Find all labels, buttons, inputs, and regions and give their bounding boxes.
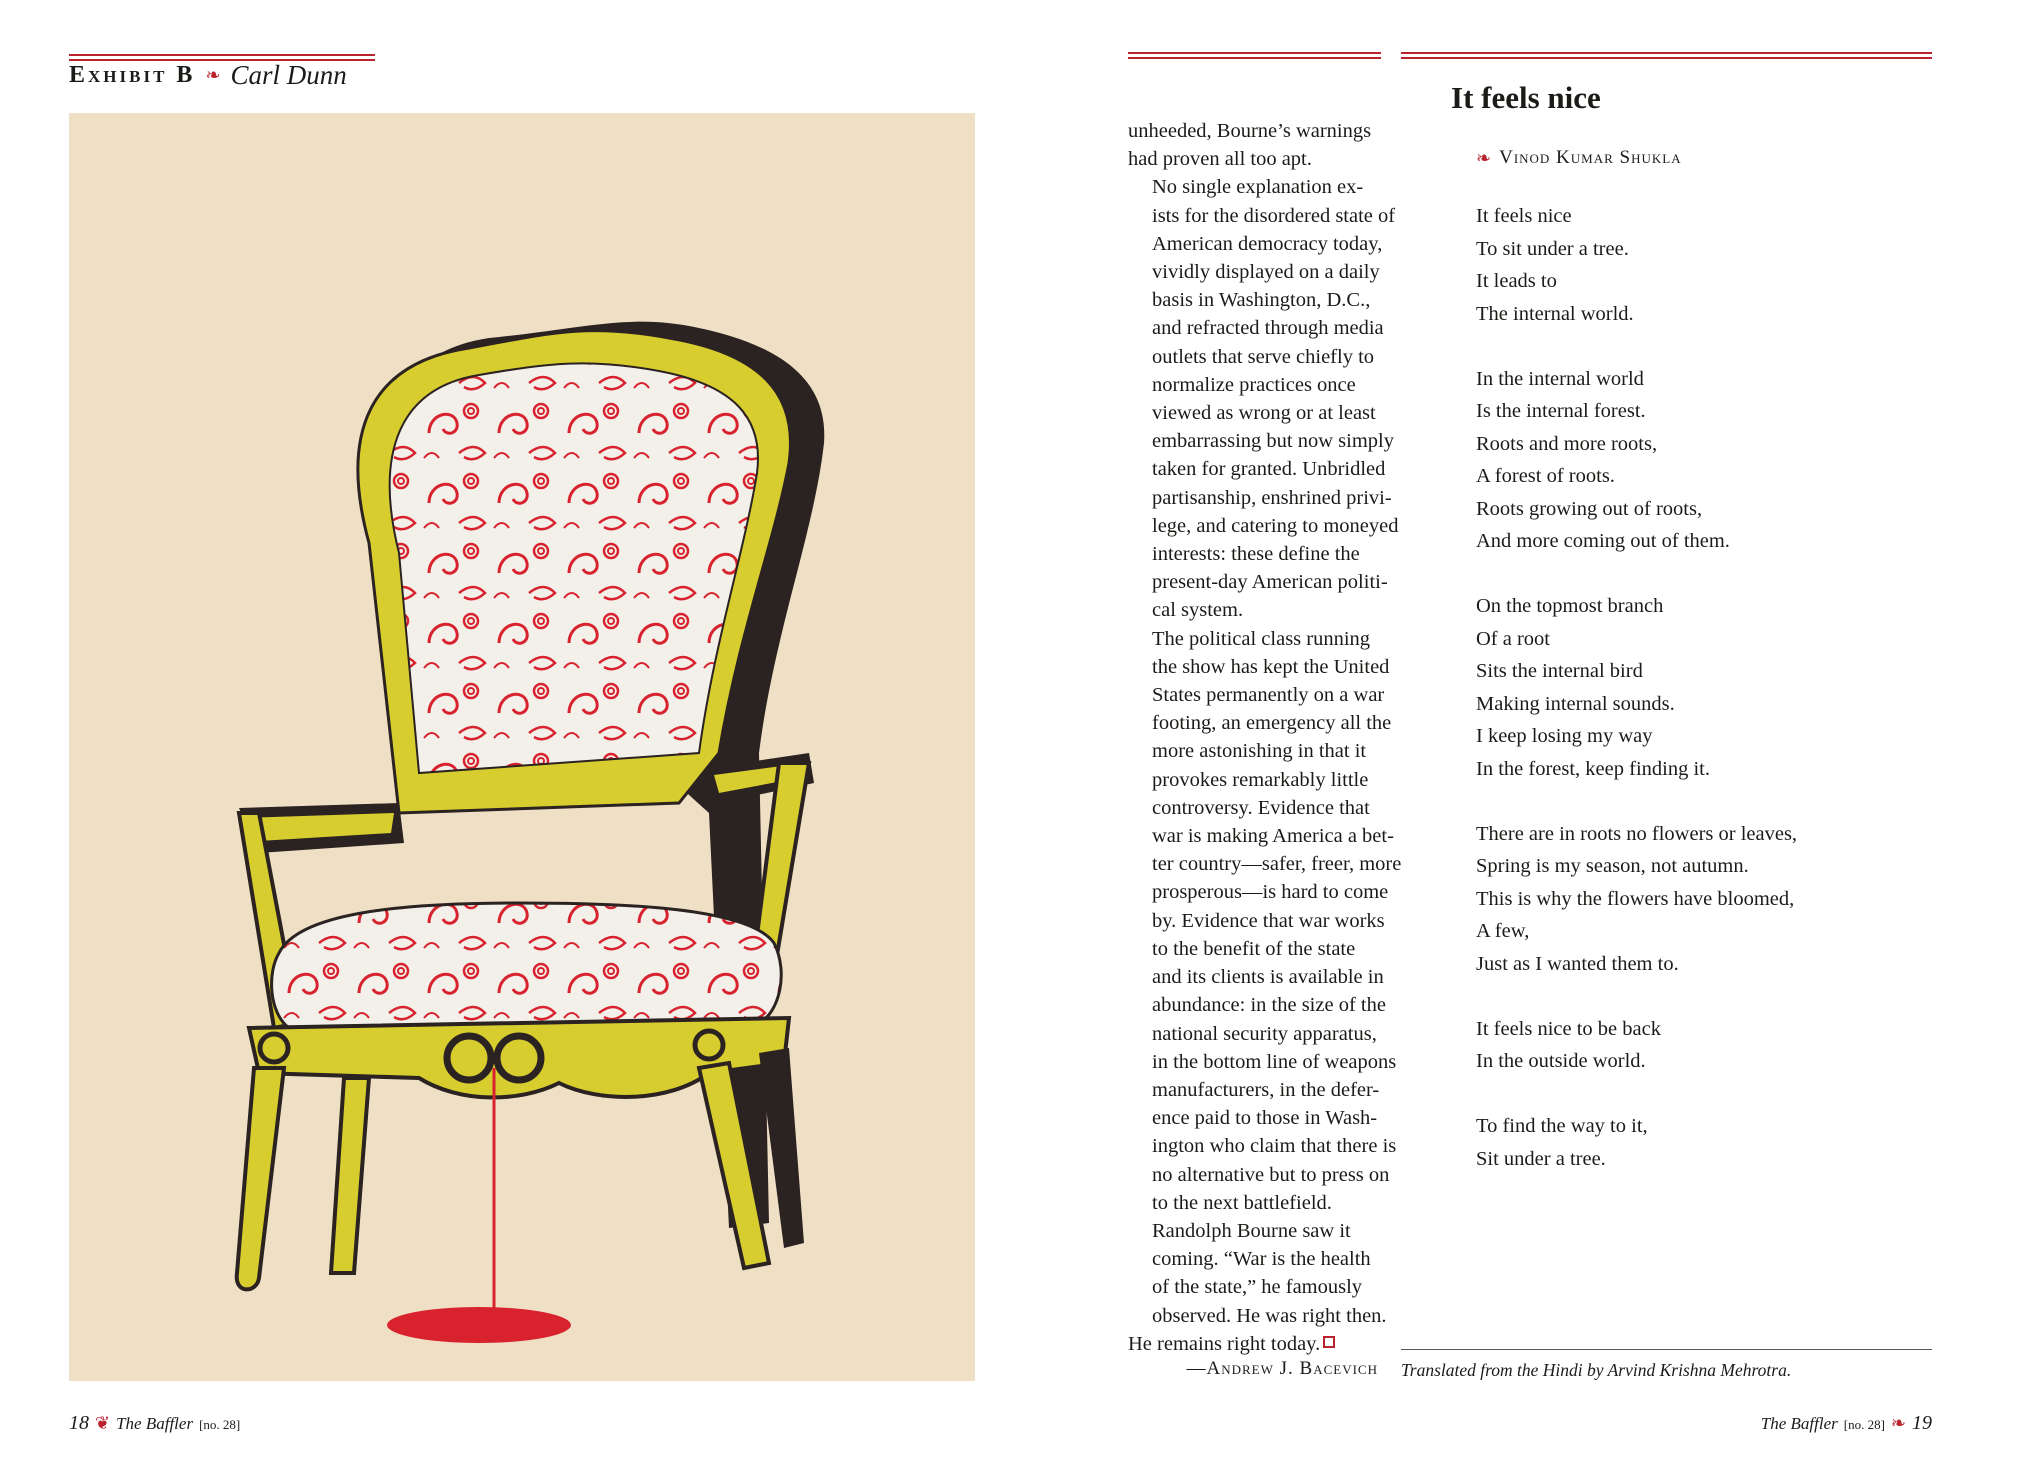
page-number: 19: [1912, 1412, 1932, 1434]
essay-line: ists for the disordered state of: [1152, 204, 1396, 227]
poem-line: Sit under a tree.: [1476, 1147, 1606, 1170]
essay-line: outlets that serve chiefly to: [1152, 345, 1375, 368]
folio-right: [1761, 1412, 1932, 1435]
poem-stanza: [1476, 1110, 1797, 1175]
poem-line: In the forest, keep finding it.: [1476, 757, 1710, 780]
poem-stanza: [1476, 363, 1797, 558]
essay-line: manufacturers, in the defer-: [1152, 1078, 1380, 1101]
poem-line: It leads to: [1476, 270, 1557, 292]
poem-stanza: [1476, 590, 1797, 785]
essay-byline: —Andrew J. Bacevich: [1186, 1358, 1378, 1379]
essay-line: embarrassing but now simply: [1152, 430, 1394, 453]
exhibit-label: Exhibit B: [69, 61, 196, 88]
fleuron-icon: ❦: [95, 1413, 111, 1433]
fleuron-icon: ❧: [205, 64, 221, 85]
essay-line: the show has kept the United: [1152, 655, 1390, 678]
essay-line: Randolph Bourne saw it: [1152, 1219, 1351, 1242]
essay-line: of the state,” he famously: [1152, 1276, 1363, 1299]
essay-line: to the next battlefield.: [1152, 1191, 1332, 1214]
essay-line: cal system.: [1152, 599, 1244, 622]
poem-line: A few,: [1476, 920, 1530, 942]
poem-stanza: [1476, 1013, 1797, 1078]
exhibit-header: [69, 60, 347, 90]
issue-number: [no. 28]: [199, 1417, 241, 1432]
chair-illustration: [69, 113, 975, 1381]
fleuron-icon: ❧: [1890, 1413, 1906, 1433]
essay-line: controversy. Evidence that: [1152, 796, 1370, 819]
magazine-name: The Baffler: [1760, 1414, 1838, 1433]
poem-title: It feels nice: [1451, 80, 1601, 115]
essay-line: present-day American politi-: [1152, 571, 1388, 594]
essay-paragraph: [1128, 625, 1402, 1217]
poem-line: Roots and more roots,: [1476, 432, 1658, 455]
essay-line: war is making America a bet-: [1152, 825, 1394, 848]
essay-line: viewed as wrong or at least: [1152, 402, 1376, 425]
issue-number: [no. 28]: [1843, 1417, 1885, 1432]
essay-line: provokes remarkably little: [1152, 768, 1369, 791]
poem-line: Sits the internal bird: [1476, 660, 1643, 682]
poem-line: Of a root: [1476, 627, 1551, 650]
essay-line: and its clients is available in: [1152, 966, 1384, 989]
poem-line: This is why the flowers have bloomed,: [1476, 887, 1795, 910]
poem-line: In the internal world: [1476, 367, 1644, 390]
page-number: 18: [69, 1412, 89, 1434]
poem-line: It feels nice to be back: [1476, 1017, 1661, 1040]
essay-line: The political class running: [1152, 627, 1371, 650]
poet-line: [1476, 147, 1682, 169]
essay-line: observed. He was right then.: [1152, 1304, 1387, 1327]
essay-line: in the bottom line of weapons: [1152, 1050, 1397, 1073]
translator-rule: [1401, 1349, 1932, 1350]
essay-line: ter country—safer, freer, more: [1152, 853, 1402, 876]
poem-line: Is the internal forest.: [1476, 400, 1646, 422]
header-rule-essay: [1128, 52, 1381, 59]
header-rule-poem: [1401, 52, 1932, 59]
poem-line: Making internal sounds.: [1476, 692, 1675, 715]
essay-line: by. Evidence that war works: [1152, 909, 1385, 932]
poem-body: [1476, 200, 1797, 1208]
folio-left: [69, 1412, 240, 1435]
poem-line: To find the way to it,: [1476, 1115, 1648, 1137]
essay-line: prosperous—is hard to come: [1152, 881, 1389, 904]
essay-line: taken for granted. Unbridled: [1152, 458, 1386, 481]
magazine-name: The Baffler: [116, 1414, 194, 1433]
essay-line: more astonishing in that it: [1152, 740, 1367, 763]
essay-line: unheeded, Bourne’s warnings: [1128, 120, 1372, 142]
essay-paragraph: [1128, 117, 1388, 173]
essay-line: States permanently on a war: [1152, 684, 1385, 707]
essay-paragraph: [1128, 173, 1399, 624]
essay-line: vividly displayed on a daily: [1152, 261, 1380, 284]
essay-line: basis in Washington, D.C.,: [1152, 289, 1371, 312]
poem-stanza: [1476, 818, 1797, 981]
essay-line: coming. “War is the health: [1152, 1248, 1371, 1271]
end-mark-icon: [1323, 1336, 1335, 1348]
poem-stanza: [1476, 200, 1797, 330]
essay-line: ington who claim that there is: [1152, 1135, 1397, 1158]
poem-line: In the outside world.: [1476, 1050, 1646, 1072]
essay-column: [1128, 117, 1402, 1358]
poem-line: And more coming out of them.: [1476, 530, 1730, 552]
essay-line: lege, and catering to moneyed: [1152, 514, 1399, 537]
essay-line: American democracy today,: [1152, 232, 1383, 255]
essay-line: to the benefit of the state: [1152, 937, 1356, 960]
essay-line: footing, an emergency all the: [1152, 712, 1392, 735]
essay-line: He remains right today.: [1128, 1332, 1321, 1355]
essay-line: national security apparatus,: [1152, 1022, 1377, 1045]
poem-line: Spring is my season, not autumn.: [1476, 855, 1749, 877]
artist-name: Carl Dunn: [230, 59, 347, 90]
essay-line: ence paid to those in Wash-: [1152, 1107, 1378, 1130]
poem-line: I keep losing my way: [1476, 725, 1653, 747]
poem-line: A forest of roots.: [1476, 465, 1615, 487]
poem-line: To sit under a tree.: [1476, 237, 1629, 260]
poem-line: It feels nice: [1476, 205, 1572, 227]
fleuron-icon: ❧: [1476, 147, 1492, 168]
poem-line: Just as I wanted them to.: [1476, 952, 1679, 975]
armchair-artwork: [69, 113, 975, 1381]
poem-line: There are in roots no flowers or leaves,: [1476, 822, 1798, 845]
poem-line: Roots growing out of roots,: [1476, 497, 1703, 520]
essay-line: no alternative but to press on: [1152, 1163, 1390, 1186]
poem-line: The internal world.: [1476, 302, 1634, 325]
essay-line: and refracted through media: [1152, 317, 1384, 340]
essay-paragraph: [1128, 1217, 1388, 1358]
essay-line: had proven all too apt.: [1128, 148, 1312, 171]
essay-line: abundance: in the size of the: [1152, 994, 1386, 1017]
translator-note: Translated from the Hindi by Arvind Krishna Mehrotra.: [1401, 1360, 1792, 1380]
essay-line: interests: these define the: [1152, 543, 1360, 566]
essay-line: partisanship, enshrined privi-: [1152, 486, 1392, 509]
essay-line: No single explanation ex-: [1152, 176, 1364, 199]
essay-line: normalize practices once: [1152, 373, 1356, 396]
poet-name: Vinod Kumar Shukla: [1499, 147, 1682, 168]
poem-line: On the topmost branch: [1476, 595, 1664, 617]
